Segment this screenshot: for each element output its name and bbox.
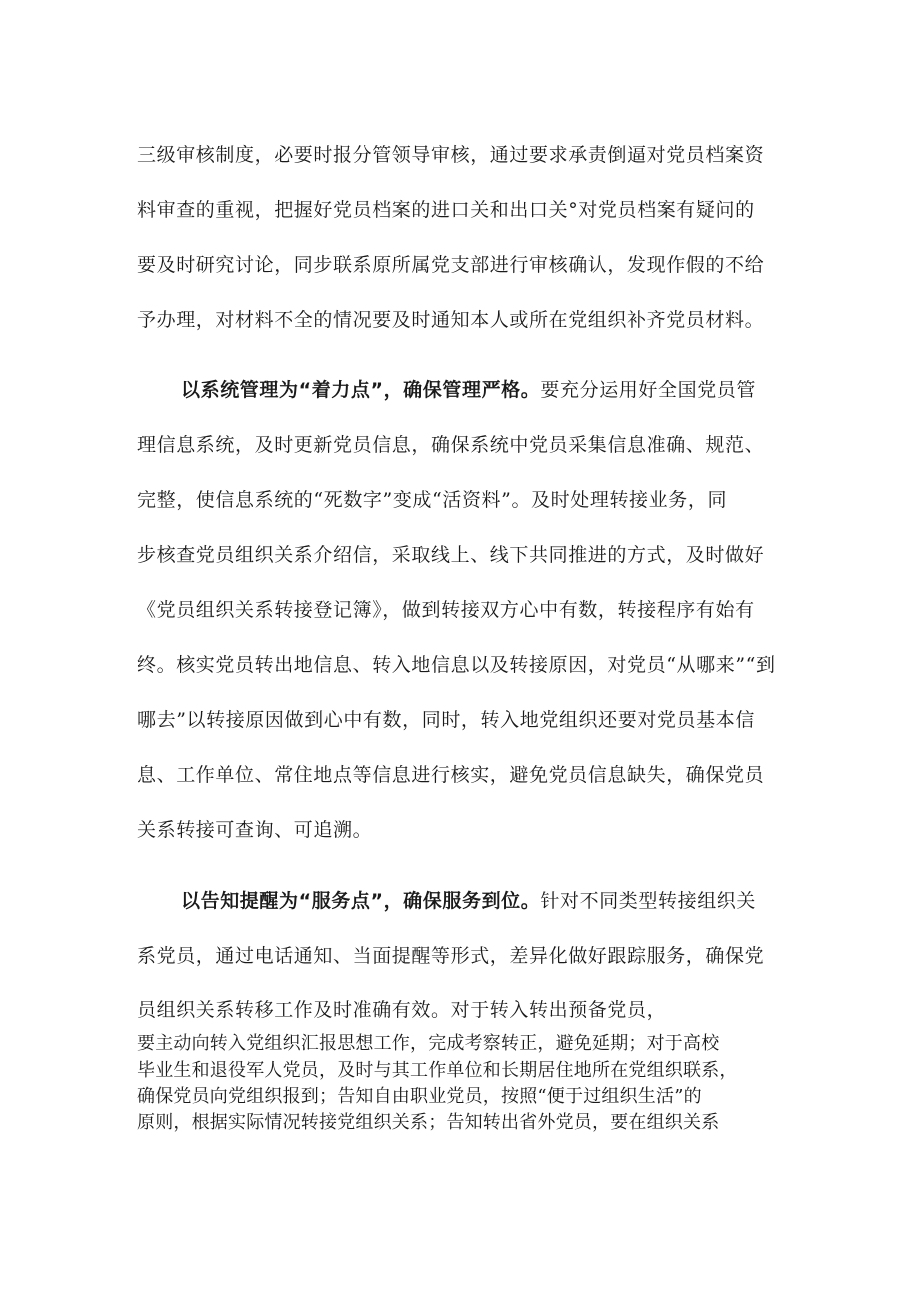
paragraph-2-line-3: 完整，使信息系统的“死数字”变成“活资料”。及时处理转接业务，同 — [137, 489, 728, 511]
paragraph-3-line-6: 确保党员向党组织报到；告知自由职业党员，按照“便于过组织生活”的 — [137, 1086, 702, 1107]
paragraph-3-line-7: 原则，根据实际情况转接党组织关系；告知转出省外党员，要在组织关系 — [137, 1112, 720, 1133]
paragraph-1-line-1: 三级审核制度，必要时报分管领导审核，通过要求承责倒逼对党员档案资 — [137, 144, 765, 166]
paragraph-2-line-1 — [181, 378, 797, 402]
paragraph-1-line-2: 料审查的重视，把握好党员档案的进口关和出口关°对党员档案有疑问的 — [137, 199, 755, 221]
paragraph-2-line-4: 步核查党员组织关系介绍信，采取线上、线下共同推进的方式，及时做好 — [137, 544, 765, 566]
paragraph-3-line-3: 员组织关系转移工作及时准确有效。对于转入转出预备党员， — [137, 999, 667, 1021]
paragraph-2-line-5: 《党员组织关系转接登记簿》，做到转接双方心中有数，转接程序有始有 — [137, 599, 755, 621]
paragraph-3-line-1 — [181, 889, 797, 913]
paragraph-3-line-5: 毕业生和退役军人党员，及时与其工作单位和长期居住地所在党组织联系， — [137, 1060, 738, 1081]
paragraph-1-line-3: 要及时研究讨论，同步联系原所属党支部进行审核确认，发现作假的不给 — [137, 254, 765, 276]
paragraph-3-line-1-text: 针对不同类型转接组织关 — [540, 890, 756, 912]
paragraph-1-line-4: 予办理，对材料不全的情况要及时通知本人或所在党组织补齐党员材料。 — [137, 309, 765, 331]
paragraph-3-line-2: 系党员，通过电话通知、当面提醒等形式，差异化做好跟踪服务，确保党 — [137, 945, 765, 967]
paragraph-2-line-2: 理信息系统，及时更新党员信息，确保系统中党员采集信息准确、规范、 — [137, 434, 765, 456]
paragraph-2-line-6: 终。核实党员转出地信息、转入地信息以及转接原因，对党员“从哪来”“到 — [137, 654, 776, 676]
paragraph-2-line-7: 哪去”以转接原因做到心中有数，同时，转入地党组织还要对党员基本信 — [137, 709, 755, 731]
paragraph-2-line-9: 关系转接可查询、可追溯。 — [137, 819, 373, 841]
paragraph-3-line-4: 要主动向转入党组织汇报思想工作，完成考察转正，避免延期；对于高校 — [137, 1033, 720, 1054]
paragraph-2-line-8: 息、工作单位、常住地点等信息进行核实，避免党员信息缺失，确保党员 — [137, 764, 765, 786]
paragraph-3-heading: 以告知提醒为“服务点”，确保服务到位。 — [181, 890, 541, 912]
paragraph-2-line-1-text: 要充分运用好全国党员管 — [540, 379, 756, 401]
paragraph-2-heading: 以系统管理为“着力点”，确保管理严格。 — [181, 379, 541, 401]
